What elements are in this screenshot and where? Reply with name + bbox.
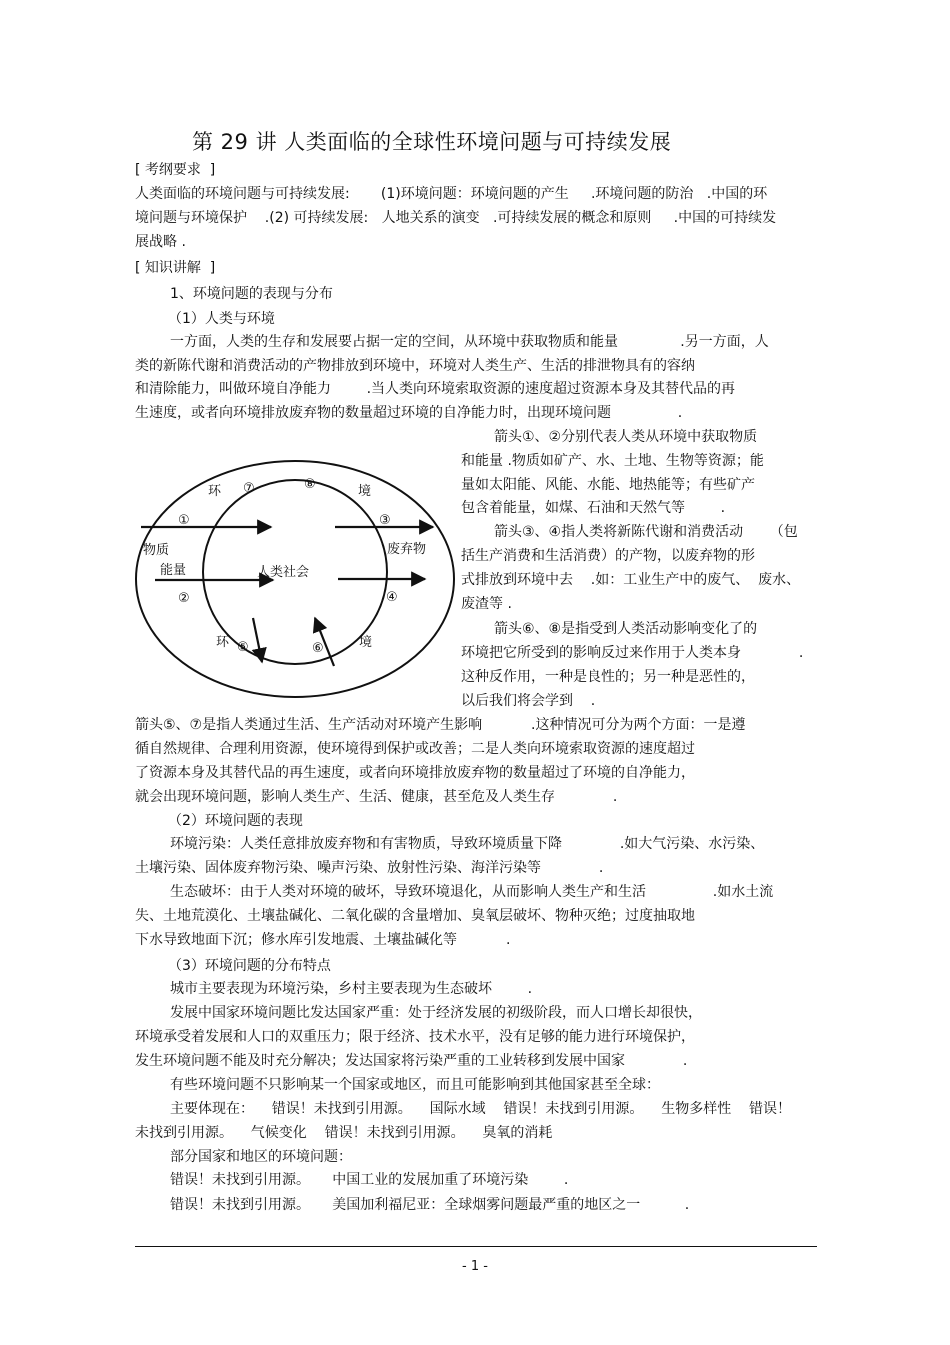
paragraph-line: 环境污染：人类任意排放废弃物和有害物质，导致环境质量下降 .如大气污染、水污染、 xyxy=(170,836,765,852)
heading-1-2: （2）环境问题的表现 xyxy=(168,813,303,829)
num-8: ⑧ xyxy=(304,477,316,492)
num-4: ④ xyxy=(386,590,398,605)
page-number: - 1 - xyxy=(462,1259,488,1274)
paragraph-line: 量如太阳能、风能、水能、地热能等；有些矿产 xyxy=(461,477,755,493)
page-title: 第 29 讲 人类面临的全球性环境问题与可持续发展 xyxy=(192,130,672,154)
label-energy: 能量 xyxy=(160,563,187,578)
heading-1-1: （1）人类与环境 xyxy=(168,311,275,327)
heading-1: 1、环境问题的表现与分布 xyxy=(170,286,333,302)
paragraph-line: 部分国家和地区的环境问题： xyxy=(170,1149,352,1165)
paragraph-line: 箭头①、②分别代表人类从环境中获取物质 xyxy=(494,429,758,445)
label-env-bottom-right: 境 xyxy=(359,635,373,650)
paragraph-line: 人类面临的环境问题与可持续发展: (1)环境问题：环境问题的产生 .环境问题的防治 .中国的环 xyxy=(135,186,768,202)
paragraph-line: 包含着能量，如煤、石油和天然气等 . xyxy=(461,500,726,516)
paragraph-line: 境问题与环境保护 .(2) 可持续发展: 人地关系的演变 .可持续发展的概念和原则 .中国的可持续发 xyxy=(135,210,777,226)
num-6: ⑥ xyxy=(312,641,324,656)
paragraph-line: 括生产消费和生活消费）的产物，以废弃物的形 xyxy=(461,548,755,564)
label-human-society: 人类社会 xyxy=(257,565,310,580)
human-environment-diagram xyxy=(133,432,455,704)
footer-divider xyxy=(135,1246,817,1247)
paragraph-line: 下水导致地面下沉；修水库引发地震、土壤盐碱化等 . xyxy=(135,932,511,948)
paragraph-line: 以后我们将会学到 . xyxy=(461,693,596,709)
heading-1-3: （3）环境问题的分布特点 xyxy=(168,958,331,974)
section-tag-syllabus: [ 考纲要求 ] xyxy=(135,162,216,178)
paragraph-line: 失、土地荒漠化、土壤盐碱化、二氧化碳的含量增加、臭氧层破坏、物种灭绝；过度抽取地 xyxy=(135,908,695,924)
label-waste: 废弃物 xyxy=(387,542,427,557)
paragraph-line: 这种反作用，一种是良性的；另一种是恶性的， xyxy=(461,669,755,685)
num-3: ③ xyxy=(379,513,391,528)
paragraph-line: 就会出现环境问题，影响人类生产、生活、健康，甚至危及人类生存 . xyxy=(135,789,618,805)
paragraph-line: 城市主要表现为环境污染，乡村主要表现为生态破坏 . xyxy=(170,981,533,997)
paragraph-line: 和清除能力，叫做环境自净能力 .当人类向环境索取资源的速度超过资源本身及其替代品的再 xyxy=(135,381,736,397)
paragraph-line: 类的新陈代谢和消费活动的产物排放到环境中，环境对人类生产、生活的排泄物具有的容纳 xyxy=(135,358,695,374)
paragraph-line: 发生环境问题不能及时充分解决；发达国家将污染严重的工业转移到发展中国家 . xyxy=(135,1053,688,1069)
paragraph-line: 箭头⑤、⑦是指人类通过生活、生产活动对环境产生影响 .这种情况可分为两个方面：一是遵 xyxy=(135,717,746,733)
num-1: ① xyxy=(178,513,190,528)
num-2: ② xyxy=(178,591,190,606)
label-env-top: 环 xyxy=(208,484,222,499)
paragraph-line: 和能量 .物质如矿产、水、土地、生物等资源；能 xyxy=(461,453,764,469)
label-env-bottom: 环 xyxy=(216,635,230,650)
paragraph-line: 未找到引用源。 气候变化 错误！未找到引用源。 臭氧的消耗 xyxy=(135,1125,553,1141)
paragraph-line: 了资源本身及其替代品的再生速度，或者向环境排放废弃物的数量超过了环境的自净能力， xyxy=(135,765,695,781)
paragraph-line: 生速度，或者向环境排放废弃物的数量超过环境的自净能力时，出现环境问题 . xyxy=(135,405,683,421)
paragraph-line: 环境把它所受到的影响反过来作用于人类本身 . xyxy=(461,645,804,661)
paragraph-line: 循自然规律、合理利用资源，使环境得到保护或改善；二是人类向环境索取资源的速度超过 xyxy=(135,741,695,757)
paragraph-line: 错误！未找到引用源。 美国加利福尼亚：全球烟雾问题最严重的地区之一 . xyxy=(170,1197,690,1213)
paragraph-line: 一方面，人类的生存和发展要占据一定的空间，从环境中获取物质和能量 .另一方面，人 xyxy=(170,334,769,350)
paragraph-line: 发展中国家环境问题比发达国家严重：处于经济发展的初级阶段，而人口增长却很快， xyxy=(170,1005,702,1021)
paragraph-line: 有些环境问题不只影响某一个国家或地区，而且可能影响到其他国家甚至全球： xyxy=(170,1077,660,1093)
paragraph-line: 主要体现在： 错误！未找到引用源。 国际水域 错误！未找到引用源。 生物多样性 错误！ xyxy=(170,1101,792,1117)
paragraph-line: 展战略 . xyxy=(135,234,186,250)
paragraph-line: 错误！未找到引用源。 中国工业的发展加重了环境污染 . xyxy=(170,1172,569,1188)
paragraph-line: 箭头⑥、⑧是指受到人类活动影响变化了的 xyxy=(494,621,758,637)
paragraph-line: 式排放到环境中去 .如：工业生产中的废气、 废水、 xyxy=(461,572,801,588)
num-7: ⑦ xyxy=(243,481,255,496)
label-env-top-right: 境 xyxy=(358,484,372,499)
paragraph-line: 土壤污染、固体废弃物污染、噪声污染、放射性污染、海洋污染等 . xyxy=(135,860,604,876)
section-tag-knowledge: [ 知识讲解 ] xyxy=(135,260,216,276)
paragraph-line: 环境承受着发展和人口的双重压力；限于经济、技术水平，没有足够的能力进行环境保护， xyxy=(135,1029,695,1045)
paragraph-line: 箭头③、④指人类将新陈代谢和消费活动 （包 xyxy=(494,524,798,540)
paragraph-line: 生态破坏：由于人类对环境的破坏，导致环境退化，从而影响人类生产和生活 .如水土流 xyxy=(170,884,774,900)
paragraph-line: 废渣等 . xyxy=(461,596,512,612)
label-material: 物质 xyxy=(143,543,170,558)
num-5: ⑤ xyxy=(237,640,249,655)
